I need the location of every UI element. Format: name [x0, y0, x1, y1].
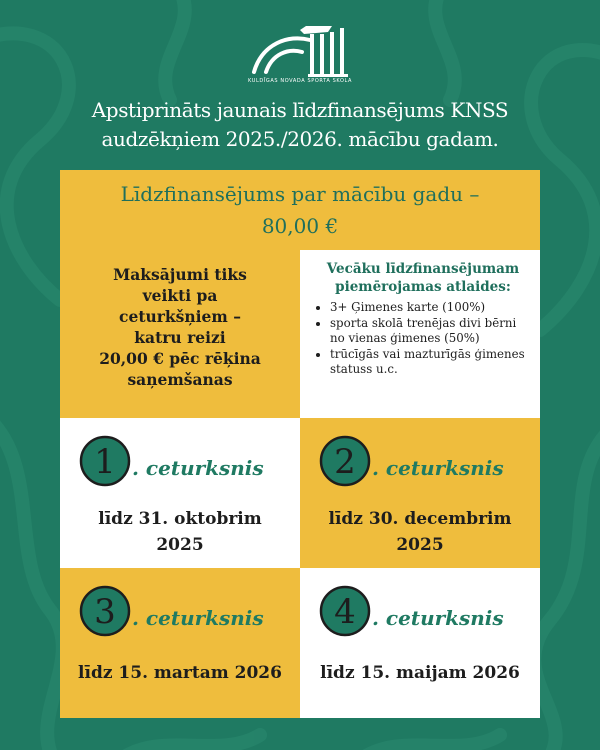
- svg-text:3: 3: [94, 592, 116, 632]
- discount-item: • sporta skolā trenējas divi bērni no vienas ģimenes (50%): [330, 316, 530, 346]
- payment-line: Maksājumi tiks: [113, 265, 247, 284]
- quarter-3-card: [60, 568, 300, 718]
- page-headline: [30, 96, 570, 154]
- payment-info-panel: [60, 250, 300, 418]
- quarter-label: . ceturksnis: [372, 456, 504, 480]
- quarter-1-circle-icon: [76, 432, 134, 490]
- discount-item: • 3+ Ģimenes karte (100%): [330, 300, 530, 315]
- quarter-2-deadline: līdz 30. decembrim 2025: [328, 509, 512, 555]
- headline-line-1: Apstiprināts jaunais līdzfinansējums KNSS: [91, 98, 509, 122]
- discounts-panel: [300, 250, 540, 418]
- quarter-2-circle-icon: [316, 432, 374, 490]
- quarter-2-card: [300, 418, 540, 568]
- quarter-4-card: [300, 568, 540, 718]
- discounts-title: Vecāku līdzfinansējumam piemērojamas atlaides:: [326, 261, 520, 295]
- cofinancing-banner: [60, 170, 540, 250]
- svg-text:2: 2: [334, 442, 356, 482]
- school-logo: [248, 22, 352, 80]
- quarter-label: . ceturksnis: [132, 606, 264, 630]
- payment-line: ceturkšņiem –: [119, 307, 241, 326]
- quarter-3-circle-icon: [76, 582, 134, 640]
- logo-text: KULDĪGAS NOVADA SPORTA SKOLA: [248, 78, 352, 84]
- payment-line: saņemšanas: [127, 370, 233, 389]
- quarter-1-card: [60, 418, 300, 568]
- headline-line-2: audzēkņiem 2025./2026. mācību gadam.: [101, 127, 499, 151]
- discount-item: • trūcīgās vai mazturīgās ģimenes statuss u.c.: [330, 347, 530, 377]
- banner-amount: 80,00 €: [261, 214, 339, 238]
- svg-text:1: 1: [94, 442, 116, 482]
- quarter-1-deadline: līdz 31. oktobrim 2025: [98, 509, 262, 555]
- quarter-3-deadline: līdz 15. martam 2026: [78, 663, 282, 683]
- banner-line-1: Līdzfinansējums par mācību gadu –: [120, 182, 480, 206]
- payment-line: 20,00 € pēc rēķina: [99, 349, 261, 368]
- payment-line: veikti pa: [142, 286, 218, 305]
- quarter-label: . ceturksnis: [132, 456, 264, 480]
- quarter-label: . ceturksnis: [372, 606, 504, 630]
- payment-line: katru reizi: [134, 328, 226, 347]
- quarter-4-deadline: līdz 15. maijam 2026: [320, 663, 520, 683]
- svg-text:4: 4: [334, 592, 356, 632]
- discounts-list: [316, 300, 530, 377]
- quarter-4-circle-icon: [316, 582, 374, 640]
